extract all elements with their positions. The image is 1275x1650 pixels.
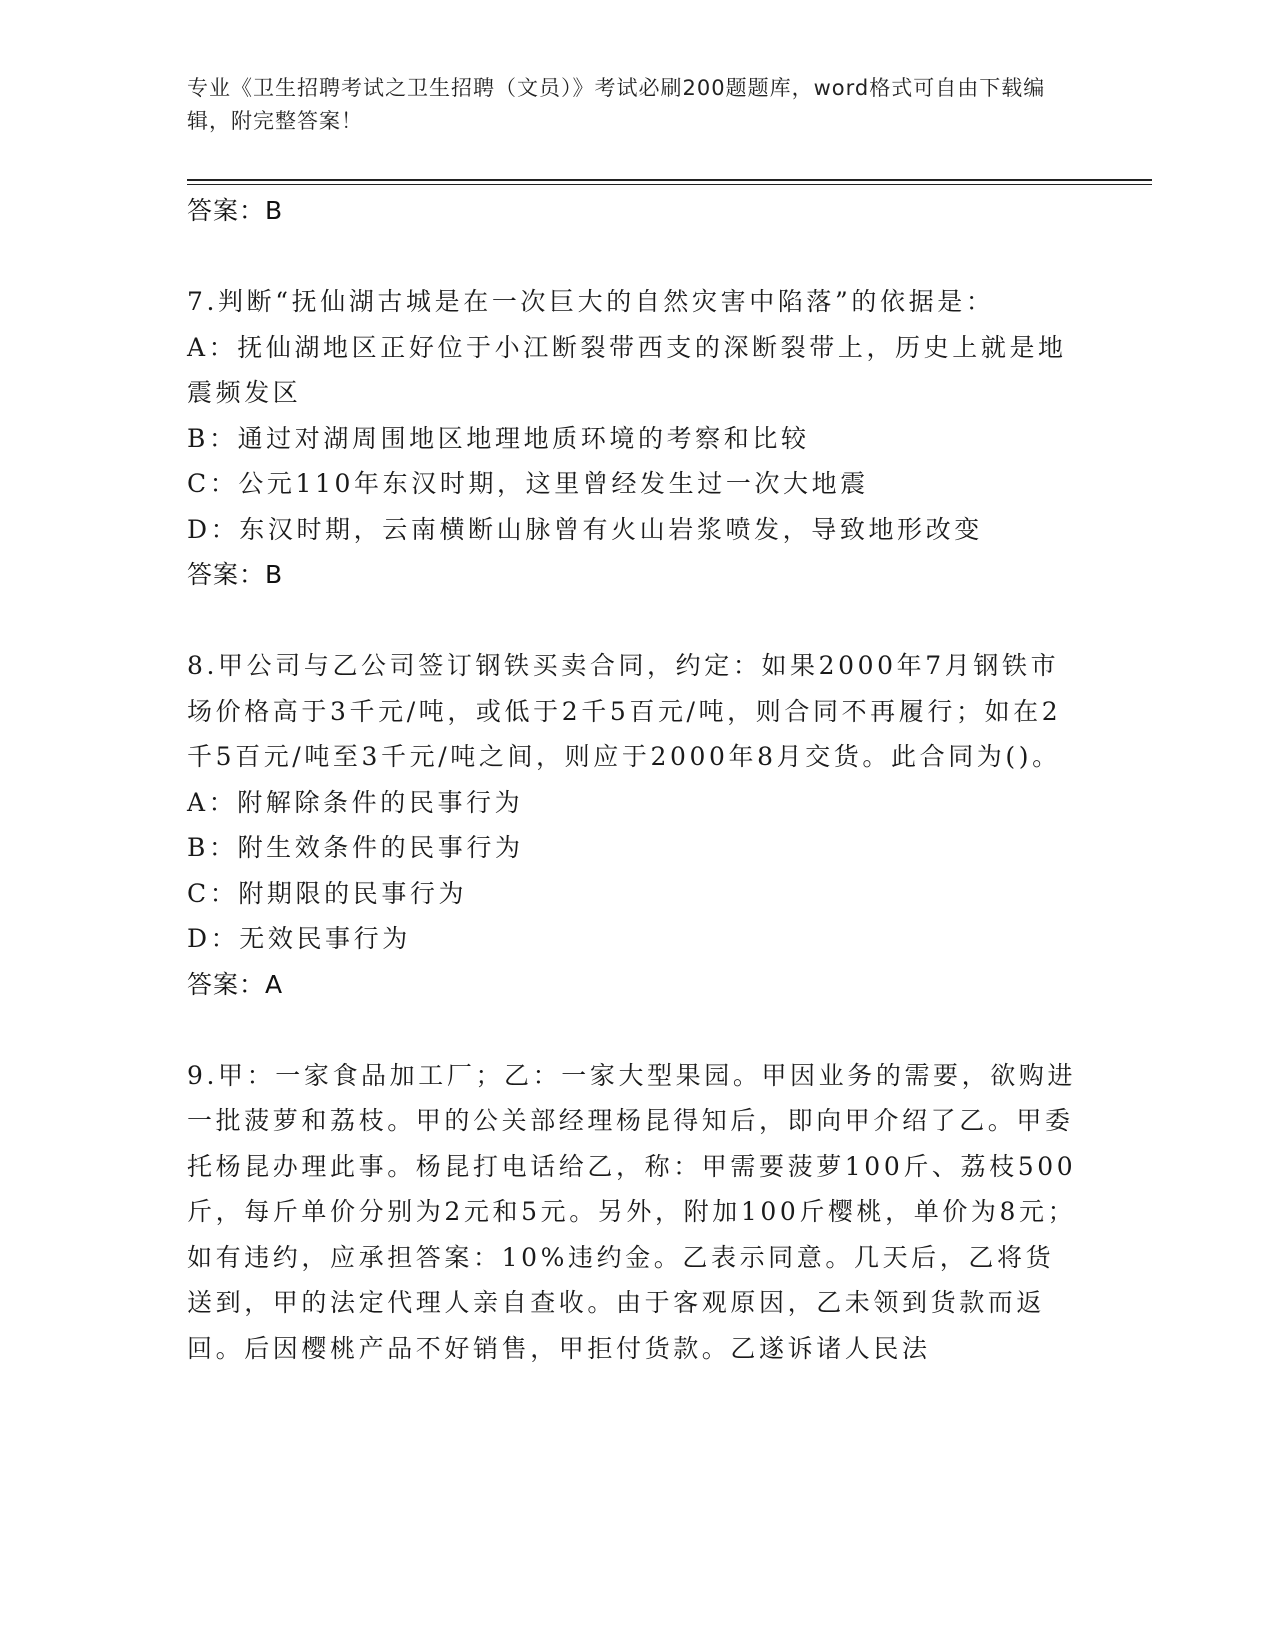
header-rule-thick bbox=[187, 179, 1152, 181]
option-b: B：附生效条件的民事行为 bbox=[187, 833, 524, 862]
option-a: A：附解除条件的民事行为 bbox=[187, 787, 524, 817]
question-text: 7.判断“抚仙湖古城是在一次巨大的自然灾害中陷落”的依据是： bbox=[187, 287, 995, 316]
option-d: D：无效民事行为 bbox=[187, 924, 411, 953]
option-c: C：公元110年东汉时期，这里曾经发生过一次大地震 bbox=[187, 469, 869, 498]
question-9 bbox=[187, 1053, 1077, 1372]
question-text: 8.甲公司与乙公司签订钢铁买卖合同，约定：如果2000年7月钢铁市场价格高于3千元/吨，或低于2千5百元/吨，则合同不再履行；如在2千5百元/吨至3千元/吨之间，则应于2000年8月交货。此合同为()。 bbox=[187, 651, 1062, 771]
answer-line: 答案：B bbox=[187, 560, 284, 589]
spacer bbox=[187, 234, 1077, 279]
answer-line: 答案：B bbox=[187, 196, 284, 225]
option-d: D：东汉时期，云南横断山脉曾有火山岩浆喷发，导致地形改变 bbox=[187, 514, 983, 544]
question-7 bbox=[187, 279, 1077, 598]
question-8 bbox=[187, 643, 1077, 1008]
answer-line: 答案：A bbox=[187, 969, 284, 999]
document-header: 专业《卫生招聘考试之卫生招聘（文员）》考试必刷200题题库，word格式可自由下载编辑，附完整答案！ bbox=[187, 76, 1046, 133]
option-c: C：附期限的民事行为 bbox=[187, 878, 468, 908]
header-rule-thin bbox=[187, 184, 1152, 185]
option-a: A：抚仙湖地区正好位于小江断裂带西支的深断裂带上，历史上就是地震频发区 bbox=[187, 332, 1067, 407]
option-b: B：通过对湖周围地区地理地质环境的考察和比较 bbox=[187, 423, 810, 453]
spacer bbox=[187, 1008, 1077, 1053]
spacer bbox=[187, 598, 1077, 643]
document-body bbox=[187, 188, 1077, 1371]
question-text: 9.甲：一家食品加工厂；乙：一家大型果园。甲因业务的需要，欲购进一批菠萝和荔枝。甲的公关部经理杨昆得知后，即向甲介绍了乙。甲委托杨昆办理此事。杨昆打电话给乙，称：甲需要菠萝100斤、荔枝500斤，每斤单价分别为2元和5元。另外，附加100斤樱桃，单价为8元；如有违约，应承担答案：10%违约金。乙表示同意。几天后，乙将货送到，甲的法定代理人亲自查收。由于客观原因，乙未领到货款而返回。后因樱桃产品不好销售，甲拒付货款。乙遂诉诸人民法 bbox=[187, 1060, 1077, 1363]
